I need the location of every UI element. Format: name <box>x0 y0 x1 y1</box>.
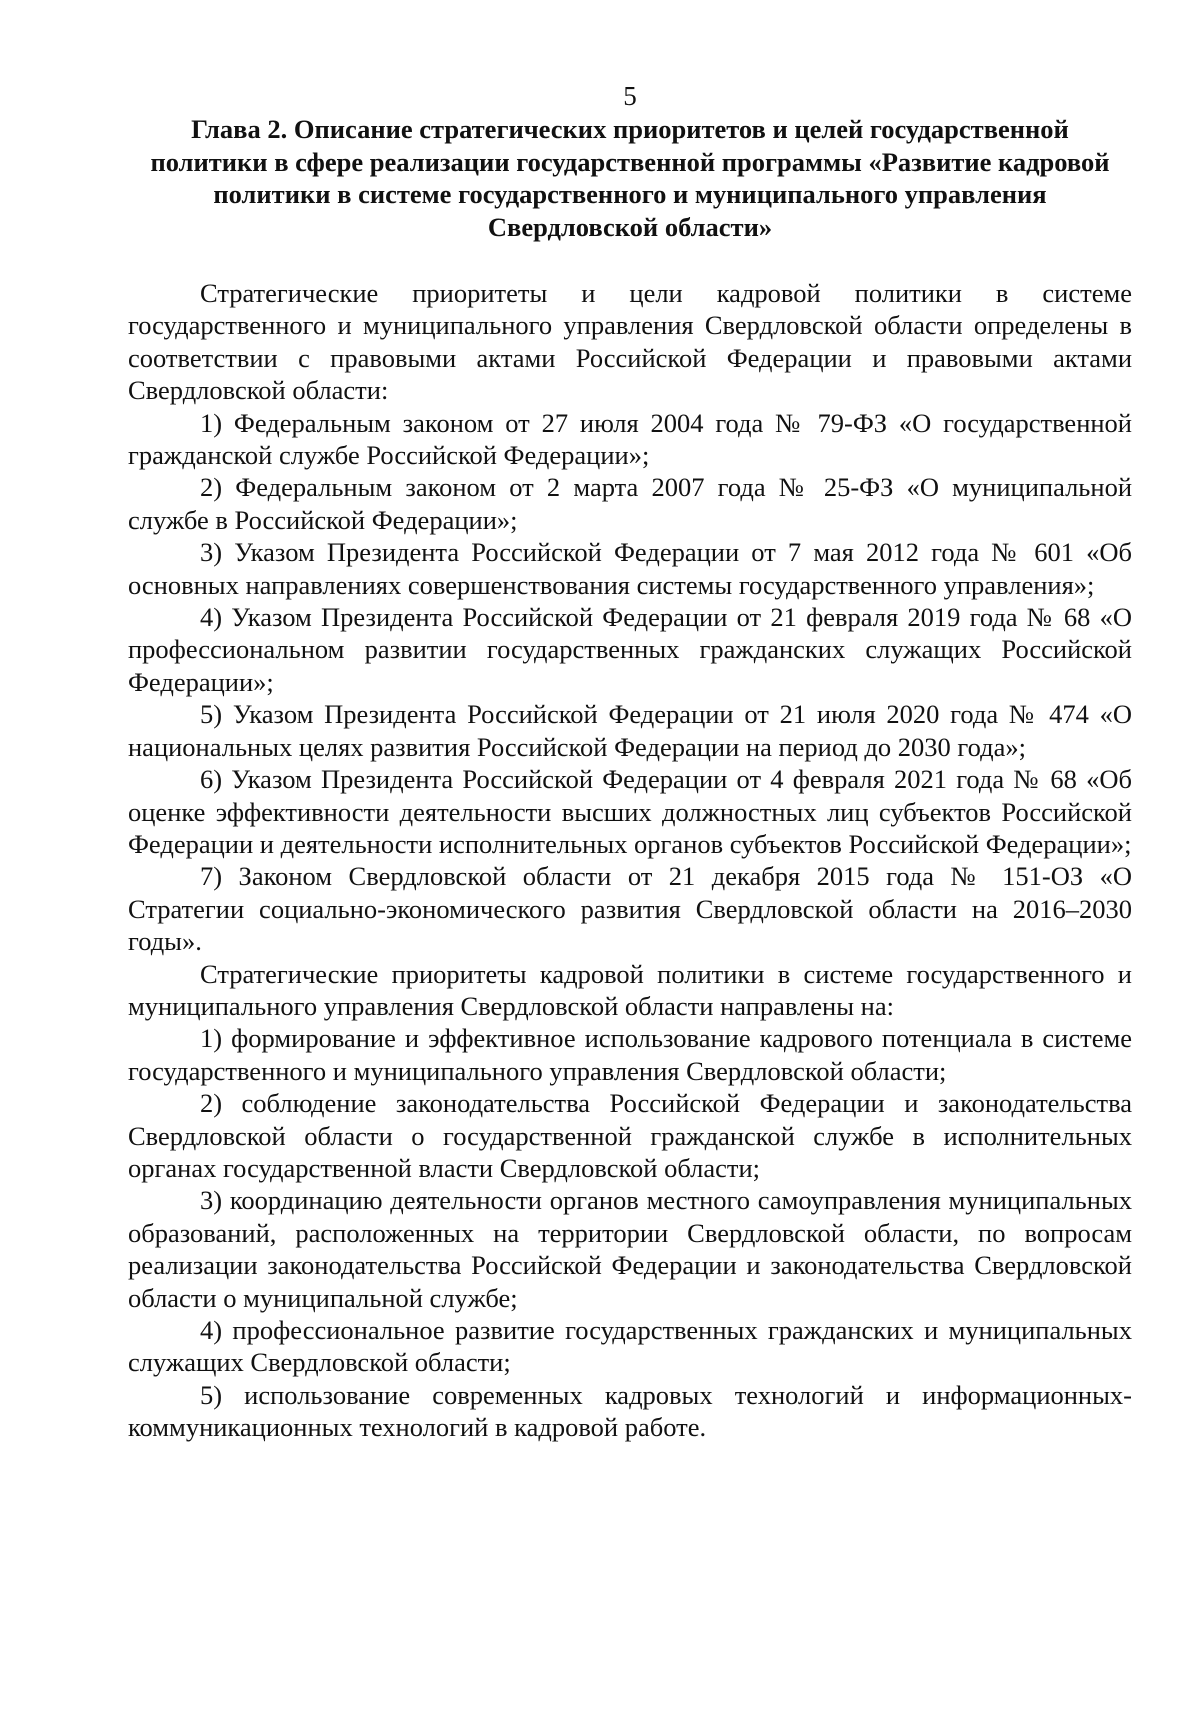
list-item-legal-act-6: 6) Указом Президента Российской Федерации от 4 февраля 2021 года № 68 «Об оценке эффективности деятельности высших должностных лиц субъектов Российской Федерации и деятельности исполнительных органов субъектов Российской Федерации»; <box>128 764 1132 859</box>
list-item-priority-2: 2) соблюдение законодательства Российской Федерации и законодательства Свердловской области о государственной гражданской службе в исполнительных органах государственной власти Свердловской области; <box>128 1088 1132 1183</box>
chapter-title: Глава 2. Описание стратегических приоритетов и целей государственной политики в сфере реализации государственной программы «Развитие кадровой политики в системе государственного и муниципального управления Свердловской области» <box>150 114 1110 242</box>
paragraph-priorities-intro: Стратегические приоритеты кадровой политики в системе государственного и муниципального управления Свердловской области направлены на: <box>128 958 1132 1021</box>
list-item-priority-4: 4) профессиональное развитие государственных гражданских и муниципальных служащих Свердловской области; <box>128 1315 1132 1378</box>
list-item-legal-act-4: 4) Указом Президента Российской Федерации от 21 февраля 2019 года № 68 «О профессиональном развитии государственных гражданских служащих Российской Федерации»; <box>128 602 1132 697</box>
document-body <box>128 277 1132 1444</box>
list-item-legal-act-3: 3) Указом Президента Российской Федерации от 7 мая 2012 года № 601 «Об основных направлениях совершенствования системы государственного управления»; <box>128 537 1132 600</box>
list-item-priority-1: 1) формирование и эффективное использование кадрового потенциала в системе государственного и муниципального управления Свердловской области; <box>128 1023 1132 1086</box>
list-item-legal-act-5: 5) Указом Президента Российской Федерации от 21 июля 2020 года № 474 «О национальных целях развития Российской Федерации на период до 2030 года»; <box>128 699 1132 762</box>
list-item-priority-5: 5) использование современных кадровых технологий и информационных-коммуникационных технологий в кадровой работе. <box>128 1379 1132 1443</box>
paragraph-intro: Стратегические приоритеты и цели кадровой политики в системе государственного и муниципального управления Свердловской области определены в соответствии с правовыми актами Российской Федерации и правовыми актами Свердловской области: <box>128 278 1132 406</box>
page-number: 5 <box>623 81 637 111</box>
list-item-legal-act-7: 7) Законом Свердловской области от 21 декабря 2015 года № 151-ОЗ «О Стратегии социально-экономического развития Свердловской области на 2016–2030 годы». <box>128 861 1132 957</box>
list-item-legal-act-1: 1) Федеральным законом от 27 июля 2004 года № 79-ФЗ «О государственной гражданской службе Российской Федерации»; <box>128 407 1132 471</box>
list-item-legal-act-2: 2) Федеральным законом от 2 марта 2007 года № 25-ФЗ «О муниципальной службе в Российской Федерации»; <box>128 472 1132 535</box>
list-item-priority-3: 3) координацию деятельности органов местного самоуправления муниципальных образований, расположенных на территории Свердловской области, по вопросам реализации законодательства Российской Федерации и законодательства Свердловской области о муниципальной службе; <box>128 1185 1132 1313</box>
